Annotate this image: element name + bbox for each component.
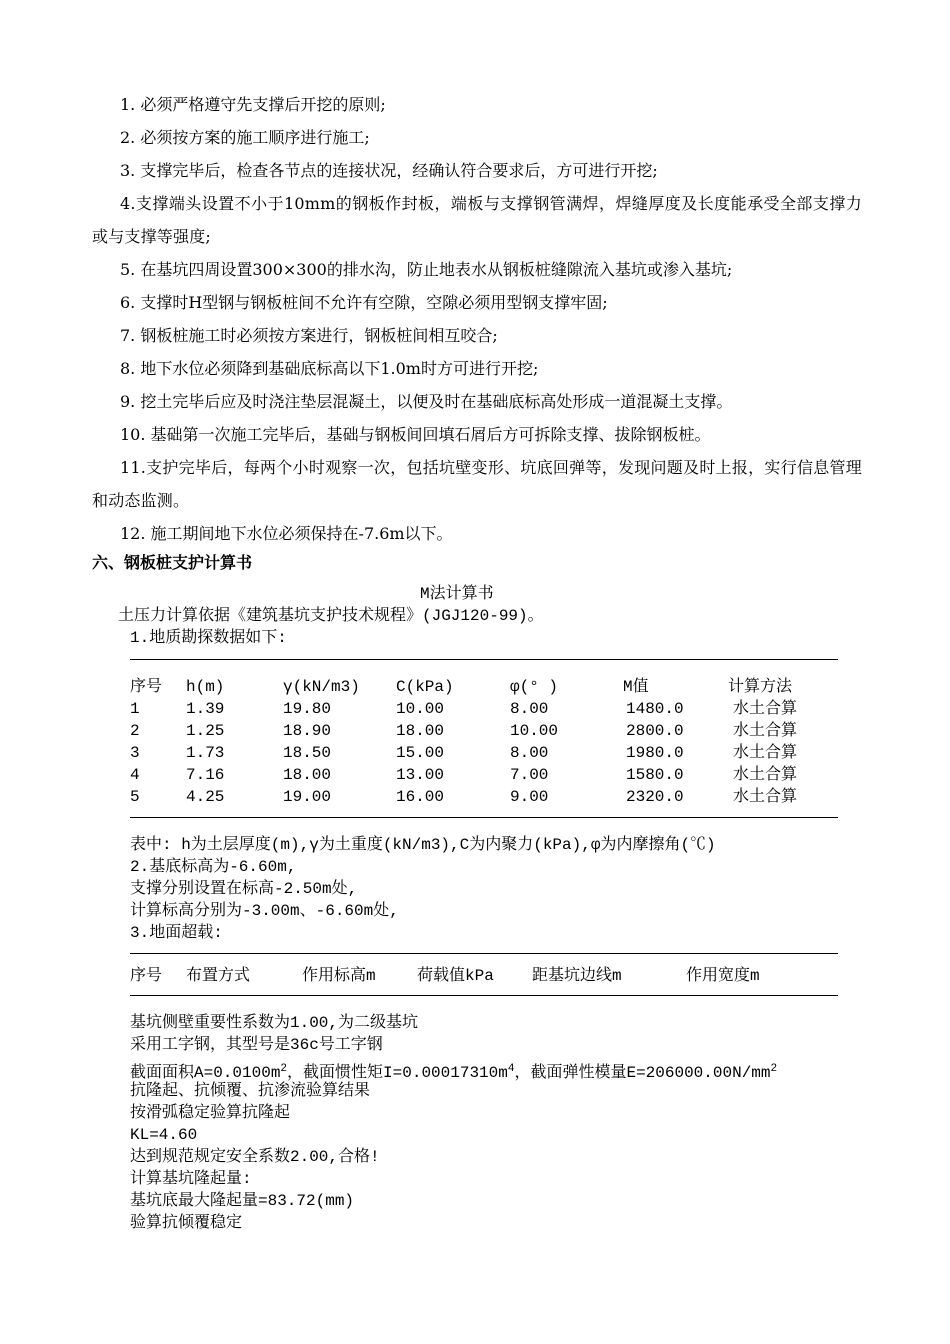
table-cell: 19.00 (283, 788, 332, 806)
table-cell: 8.00 (510, 700, 549, 718)
table-cell: 4 (130, 766, 140, 784)
table-cell: 18.50 (283, 744, 332, 762)
requirement-item: 5. 在基坑四周设置300×300的排水沟，防止地表水从钢板桩缝隙流入基坑或渗入基坑; (120, 260, 733, 279)
table-note: 表中: h为土层厚度(m),γ为土重度(kN/m3),C为内聚力(kPa),φ为内摩擦角(℃) (130, 836, 716, 854)
col-header-distance: 距基坑边线m (532, 967, 622, 985)
table-cell: 19.80 (283, 700, 332, 718)
requirement-item: 6. 支撑时H型钢与钢板桩间不允许有空隙，空隙必须用型钢支撑牢固; (120, 293, 608, 312)
table-cell: 7.16 (186, 766, 225, 784)
col-header-method: 计算方法 (728, 678, 793, 696)
col-header-friction-angle: φ(° ) (510, 678, 559, 696)
area-exponent: 2 (280, 1063, 288, 1075)
base-elevation: 2.基底标高为-6.60m, (130, 858, 297, 876)
table-cell: 7.00 (510, 766, 549, 784)
table-cell: 水土合算 (733, 700, 798, 718)
requirement-item: 8. 地下水位必须降到基础底标高以下1.0m时方可进行开挖; (120, 359, 539, 378)
col-header-cohesion: C(kPa) (396, 678, 454, 696)
table-cell: 16.00 (396, 788, 445, 806)
col-header-unit-weight: γ(kN/m3) (283, 678, 360, 696)
table-cell: 4.25 (186, 788, 225, 806)
heave-calc: 计算基坑隆起量: (130, 1170, 252, 1188)
section-inertia: ，截面惯性矩I=0.00017310m (287, 1064, 508, 1082)
table-cell: 水土合算 (733, 766, 798, 784)
table-cell: 水土合算 (733, 722, 798, 740)
max-heave: 基坑底最大隆起量=83.72(mm) (130, 1192, 355, 1210)
load-rule-top (130, 953, 838, 954)
requirement-item: 1. 必须严格遵守先支撑后开挖的原则; (120, 95, 386, 114)
requirement-item: 12. 施工期间地下水位必须保持在-7.6m以下。 (120, 524, 453, 543)
table-cell: 9.00 (510, 788, 549, 806)
requirements-list (92, 88, 862, 550)
requirement-item: 9. 挖土完毕后应及时浇注垫层混凝土，以便及时在基础底标高处形成一道混凝土支撑。 (120, 392, 733, 411)
table-cell: 2320.0 (626, 788, 684, 806)
requirement-item: 3. 支撑完毕后，检查各节点的连接状况，经确认符合要求后，方可进行开挖; (120, 161, 658, 180)
requirement-item: 7. 钢板桩施工时必须按方案进行，钢板桩间相互咬合; (120, 326, 498, 345)
results-title: 抗隆起、抗倾覆、抗渗流验算结果 (130, 1082, 371, 1100)
requirement-item: 10. 基础第一次施工完毕后，基础与钢板间回填石屑后方可拆除支撑、拔除钢板桩。 (120, 425, 711, 444)
section-properties (130, 1059, 777, 1083)
steel-type: 采用工字钢，其型号是36c号工字钢 (130, 1036, 383, 1054)
calc-title: M法计算书 (420, 585, 494, 603)
table-cell: 10.00 (510, 722, 559, 740)
table-rule-top (130, 659, 838, 660)
kl-value: KL=4.60 (130, 1126, 198, 1144)
table-cell: 8.00 (510, 744, 549, 762)
section-area: 截面面积A=0.0100m (130, 1064, 281, 1082)
table-cell: 水土合算 (733, 788, 798, 806)
section-heading: 六、钢板桩支护计算书 (92, 553, 253, 572)
heave-method: 按滑弧稳定验算抗隆起 (130, 1104, 291, 1122)
requirement-item: 2. 必须按方案的施工顺序进行施工; (120, 128, 370, 147)
surcharge-title: 3.地面超载: (130, 924, 223, 942)
col-header-width: 作用宽度m (686, 967, 760, 985)
col-header-thickness: h(m) (186, 678, 225, 696)
col-header-layout: 布置方式 (186, 967, 251, 985)
table-cell: 5 (130, 788, 140, 806)
col-header-index: 序号 (130, 678, 163, 696)
table-cell: 1.73 (186, 744, 225, 762)
requirement-item: 4.支撑端头设置不小于10mm的钢板作封板，端板与支撑钢管满焊，焊缝厚度及长度能承受全部支撑力或与支撑等强度; (92, 194, 862, 246)
table-cell: 2800.0 (626, 722, 684, 740)
col-header-elevation: 作用标高m (302, 967, 376, 985)
table-cell: 1480.0 (626, 700, 684, 718)
table-cell: 2 (130, 722, 140, 740)
col-header-load: 荷载值kPa (417, 967, 494, 985)
geo-title: 1.地质勘探数据如下: (130, 629, 287, 647)
table-cell: 1580.0 (626, 766, 684, 784)
table-cell: 1.25 (186, 722, 225, 740)
support-elevation: 支撑分别设置在标高-2.50m处, (130, 880, 358, 898)
section-modulus: ，截面弹性模量E=206000.00N/mm (514, 1064, 771, 1082)
table-cell: 1 (130, 700, 140, 718)
calc-basis: 土压力计算依据《建筑基坑支护技术规程》(JGJ120-99)。 (118, 607, 544, 625)
load-rule-bottom (130, 995, 838, 996)
requirement-item: 11.支护完毕后，每两个小时观察一次，包括坑壁变形、坑底回弹等，发现问题及时上报，实行信息管理和动态监测。 (92, 458, 862, 510)
importance-factor: 基坑侧壁重要性系数为1.00,为二级基坑 (130, 1014, 419, 1032)
table-cell: 1.39 (186, 700, 225, 718)
inertia-exponent: 4 (507, 1063, 515, 1075)
table-cell: 18.90 (283, 722, 332, 740)
modulus-exponent: 2 (770, 1063, 778, 1075)
overturn-check: 验算抗倾覆稳定 (130, 1214, 243, 1232)
table-cell: 10.00 (396, 700, 445, 718)
col-header-index: 序号 (130, 967, 163, 985)
table-cell: 18.00 (283, 766, 332, 784)
table-cell: 18.00 (396, 722, 445, 740)
table-cell: 15.00 (396, 744, 445, 762)
table-cell: 3 (130, 744, 140, 762)
table-cell: 水土合算 (733, 744, 798, 762)
kl-result: 达到规范规定安全系数2.00,合格! (130, 1148, 380, 1166)
col-header-m-value: M值 (623, 678, 649, 696)
table-cell: 1980.0 (626, 744, 684, 762)
table-cell: 13.00 (396, 766, 445, 784)
table-rule-bottom (130, 817, 838, 818)
calc-elevation: 计算标高分别为-3.00m、-6.60m处, (130, 902, 399, 920)
